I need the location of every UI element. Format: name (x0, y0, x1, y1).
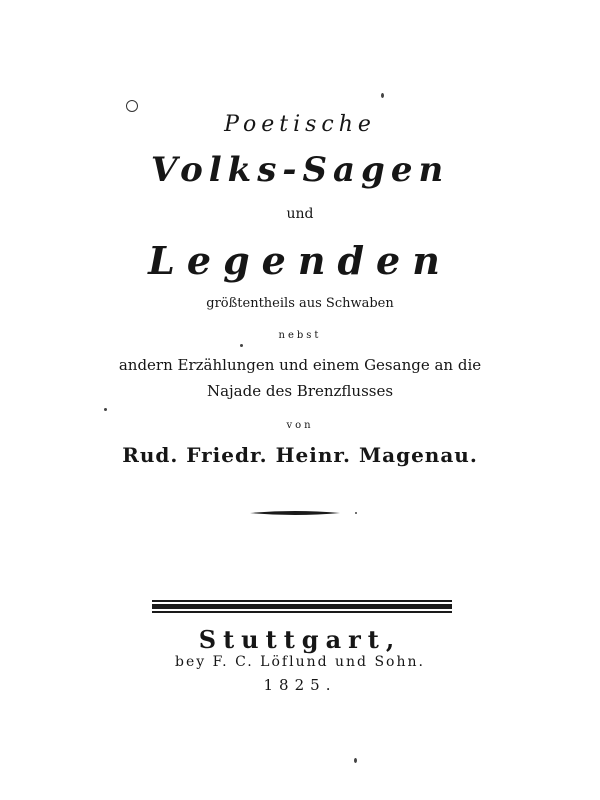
conjunction-nebst: nebst (278, 330, 322, 341)
ornament-rule (250, 509, 340, 517)
subtitle-line-2: andern Erzählungen und einem Gesange an die (118, 356, 482, 374)
double-rule-divider (152, 599, 452, 615)
publication-year: 1825. (263, 676, 337, 694)
publisher-line: bey F. C. Löflund und Sohn. (175, 654, 425, 670)
print-speck (381, 93, 384, 98)
print-speck (104, 408, 107, 411)
author-name: Rud. Friedr. Heinr. Magenau. (122, 443, 478, 467)
subtitle-line-1: größtentheils aus Schwaben (206, 296, 394, 311)
print-speck (354, 758, 357, 763)
circle-mark-icon (126, 100, 138, 112)
title-line-3: Legenden (148, 238, 452, 283)
print-speck (240, 344, 243, 347)
title-line-1: Poetische (224, 112, 376, 137)
conjunction-von: von (286, 420, 314, 431)
print-speck (355, 512, 357, 514)
conjunction-und: und (286, 206, 314, 222)
publication-city: Stuttgart, (198, 625, 402, 654)
subtitle-line-3: Najade des Brenzflusses (206, 382, 394, 400)
title-line-2: Volks-Sagen (150, 150, 450, 190)
